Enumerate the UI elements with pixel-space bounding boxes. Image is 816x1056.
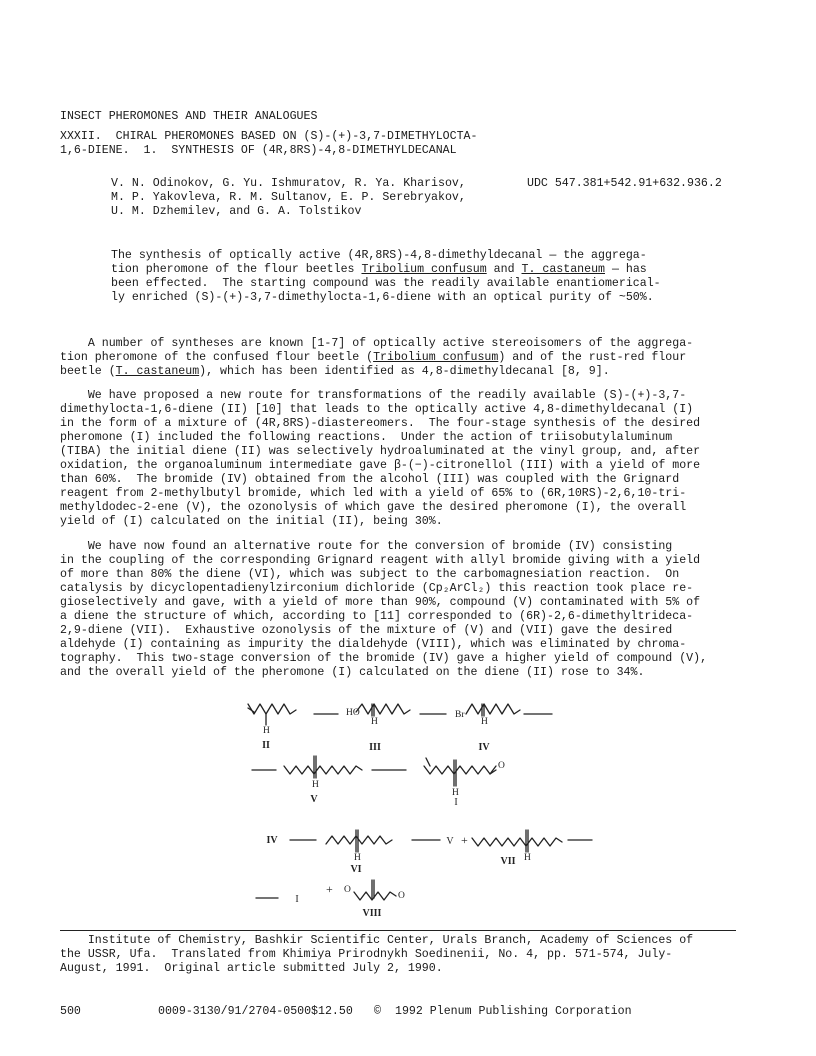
atom-label-h: H: [312, 780, 319, 790]
paragraph-1-line-3: beetle (T. castaneum), which has been identified as 4,8-dimethyldecanal [8, 9].: [60, 365, 610, 378]
compound-VIII-structure: [354, 880, 396, 900]
abstract-line-2: tion pheromone of the flour beetles Tribolium confusum and T. castaneum — has: [111, 263, 647, 276]
paragraph-1-line-1: A number of syntheses are known [1-7] of optically active stereoisomers of the aggrega-: [60, 337, 694, 350]
footnote-line-1: Institute of Chemistry, Bashkir Scientific Center, Urals Branch, Academy of Sciences of: [60, 934, 694, 947]
compound-label-V: V: [446, 836, 454, 847]
paragraph-3-line-8: aldehyde (I) containing as impurity the dialdehyde (VIII), which was eliminated by chroma-: [60, 638, 687, 651]
issn-price-code: 0009-3130/91/2704-0500$12.50: [158, 1005, 353, 1018]
atom-label-ho: HO: [346, 708, 360, 718]
species-name: Tribolium confusum: [361, 263, 487, 276]
compound-label-VI: VI: [350, 864, 362, 875]
species-name: Tribolium confusum: [373, 351, 499, 364]
paragraph-2-line-10: yield of (I) calculated on the initial (II), being 30%.: [60, 515, 443, 528]
atom-label-h: H: [452, 788, 459, 798]
atom-label-h: H: [371, 717, 378, 727]
atom-label-o: O: [344, 885, 351, 895]
atom-label-br: Br: [455, 710, 465, 720]
compound-II-structure: [248, 704, 296, 725]
compound-label-IV: IV: [266, 835, 278, 846]
paragraph-3-line-6: a diene the structure of which, according to [11] corresponded to (6R)-2,6-dimethyltrideca-: [60, 610, 694, 623]
paragraph-3-line-7: 2,9-diene (VII). Exhaustive ozonolysis of the mixture of (V) and (VII) gave the desired: [60, 624, 673, 637]
paragraph-1-line-2: tion pheromone of the confused flour beetle (Tribolium confusum) and of the rust-red flour: [60, 351, 687, 364]
abstract-line-4: ly enriched (S)-(+)-3,7-dimethylocta-1,6-diene with an optical purity of ~50%.: [111, 291, 654, 304]
paragraph-2-line-5: (TIBA) the initial diene (II) was selectively hydroaluminated at the vinyl group, and, after: [60, 445, 701, 458]
paragraph-2-line-9: methyldodec-2-ene (V), the ozonolysis of which gave the desired pheromone (I), the overall: [60, 501, 687, 514]
copyright-text: 1992 Plenum Publishing Corporation: [395, 1005, 632, 1018]
paragraph-3-line-10: and the overall yield of the pheromone (I) calculated on the diene (II) rose to 34%.: [60, 666, 645, 679]
compound-label-II: II: [262, 740, 270, 751]
abstract-line-3: been effected. The starting compound was the readily available enantiomerical-: [111, 277, 661, 290]
authors-line-3: U. M. Dzhemilev, and G. A. Tolstikov: [111, 205, 362, 218]
atom-label-h: H: [354, 853, 361, 863]
species-name: T. castaneum: [115, 365, 200, 378]
paragraph-2-line-8: reagent from 2-methylbutyl bromide, which led with a yield of 65% to (6R,10RS)-2,6,10-tri-: [60, 487, 687, 500]
compound-label-VII: VII: [500, 856, 516, 867]
paragraph-3-line-3: of more than 80% the diene (VI), which was subject to the carbomagnesiation reaction. On: [60, 568, 680, 581]
paragraph-3-line-2: in the coupling of the corresponding Grignard reagent with allyl bromide giving with a yield: [60, 554, 701, 567]
article-title-line-2: 1,6-DIENE. 1. SYNTHESIS OF (4R,8RS)-4,8-DIMETHYLDECANAL: [60, 144, 457, 157]
copyright-symbol: ©: [374, 1005, 381, 1018]
paragraph-2-line-2: dimethylocta-1,6-diene (II) [10] that leads to the optically active 4,8-dimethyldecanal (I): [60, 403, 694, 416]
paragraph-3-line-5: gioselectively and gave, with a yield of more than 90%, compound (V) contaminated with 5% of: [60, 596, 701, 609]
paragraph-2-line-7: than 60%. The bromide (IV) obtained from the alcohol (III) was coupled with the Grignard: [60, 473, 680, 486]
footnote-line-3: August, 1991. Original article submitted July 2, 1990.: [60, 962, 443, 975]
authors-line-1: V. N. Odinokov, G. Yu. Ishmuratov, R. Ya. Kharisov,: [111, 177, 466, 190]
page-number: 500: [60, 1005, 81, 1018]
authors-line-2: M. P. Yakovleva, R. M. Sultanov, E. P. Serebryakov,: [111, 191, 466, 204]
paragraph-3-line-9: tography. This two-stage conversion of the bromide (IV) gave a higher yield of compound (V),: [60, 652, 708, 665]
atom-label-h: H: [524, 853, 531, 863]
compound-label-IV: IV: [478, 742, 490, 753]
plus-sign: +: [461, 833, 468, 847]
footnote-divider: [60, 930, 736, 931]
compound-V-structure: [284, 756, 362, 778]
atom-label-o: O: [498, 761, 505, 771]
plus-sign: +: [326, 882, 333, 896]
atom-label-h: H: [263, 726, 270, 736]
series-title: INSECT PHEROMONES AND THEIR ANALOGUES: [60, 110, 318, 123]
paragraph-3-line-1: We have now found an alternative route for the conversion of bromide (IV) consisting: [60, 540, 673, 553]
compound-label-V: V: [310, 794, 318, 805]
paragraph-2-line-6: oxidation, the organoaluminum intermediate gave β-(−)-citronellol (III) with a yield of more: [60, 459, 701, 472]
compound-III-structure: [356, 704, 410, 716]
compound-VI-structure: [326, 830, 392, 852]
compound-label-III: III: [369, 742, 381, 753]
compound-label-I: I: [454, 797, 458, 808]
paragraph-2-line-1: We have proposed a new route for transformations of the readily available (S)-(+)-3,7-: [60, 389, 687, 402]
compound-IV-structure: [466, 704, 520, 716]
paragraph-2-line-3: in the form of a mixture of (4R,8RS)-diastereomers. The four-stage synthesis of the desired: [60, 417, 701, 430]
compound-I-structure: [424, 758, 496, 786]
species-name: T. castaneum: [521, 263, 605, 276]
atom-label-o: O: [398, 891, 405, 901]
article-title-line-1: XXXII. CHIRAL PHEROMONES BASED ON (S)-(+)-3,7-DIMETHYLOCTA-: [60, 130, 478, 143]
footnote-line-2: the USSR, Ufa. Translated from Khimiya Prirodnykh Soedinenii, No. 4, pp. 571-574, July-: [60, 948, 673, 961]
atom-label-h: H: [481, 717, 488, 727]
compound-label-I: I: [295, 894, 299, 905]
paragraph-2-line-4: pheromone (I) included the following reactions. Under the action of triisobutylaluminum: [60, 431, 673, 444]
udc-code: UDC 547.381+542.91+632.936.2: [527, 177, 722, 190]
compound-VII-structure: [472, 830, 562, 852]
paragraph-3-line-4: catalysis by dicyclopentadienylzirconium dichloride (Cp₂ArCl₂) this reaction took place re-: [60, 582, 694, 595]
compound-label-VIII: VIII: [362, 908, 382, 919]
abstract-line-1: The synthesis of optically active (4R,8RS)-4,8-dimethyldecanal — the aggrega-: [111, 249, 647, 262]
